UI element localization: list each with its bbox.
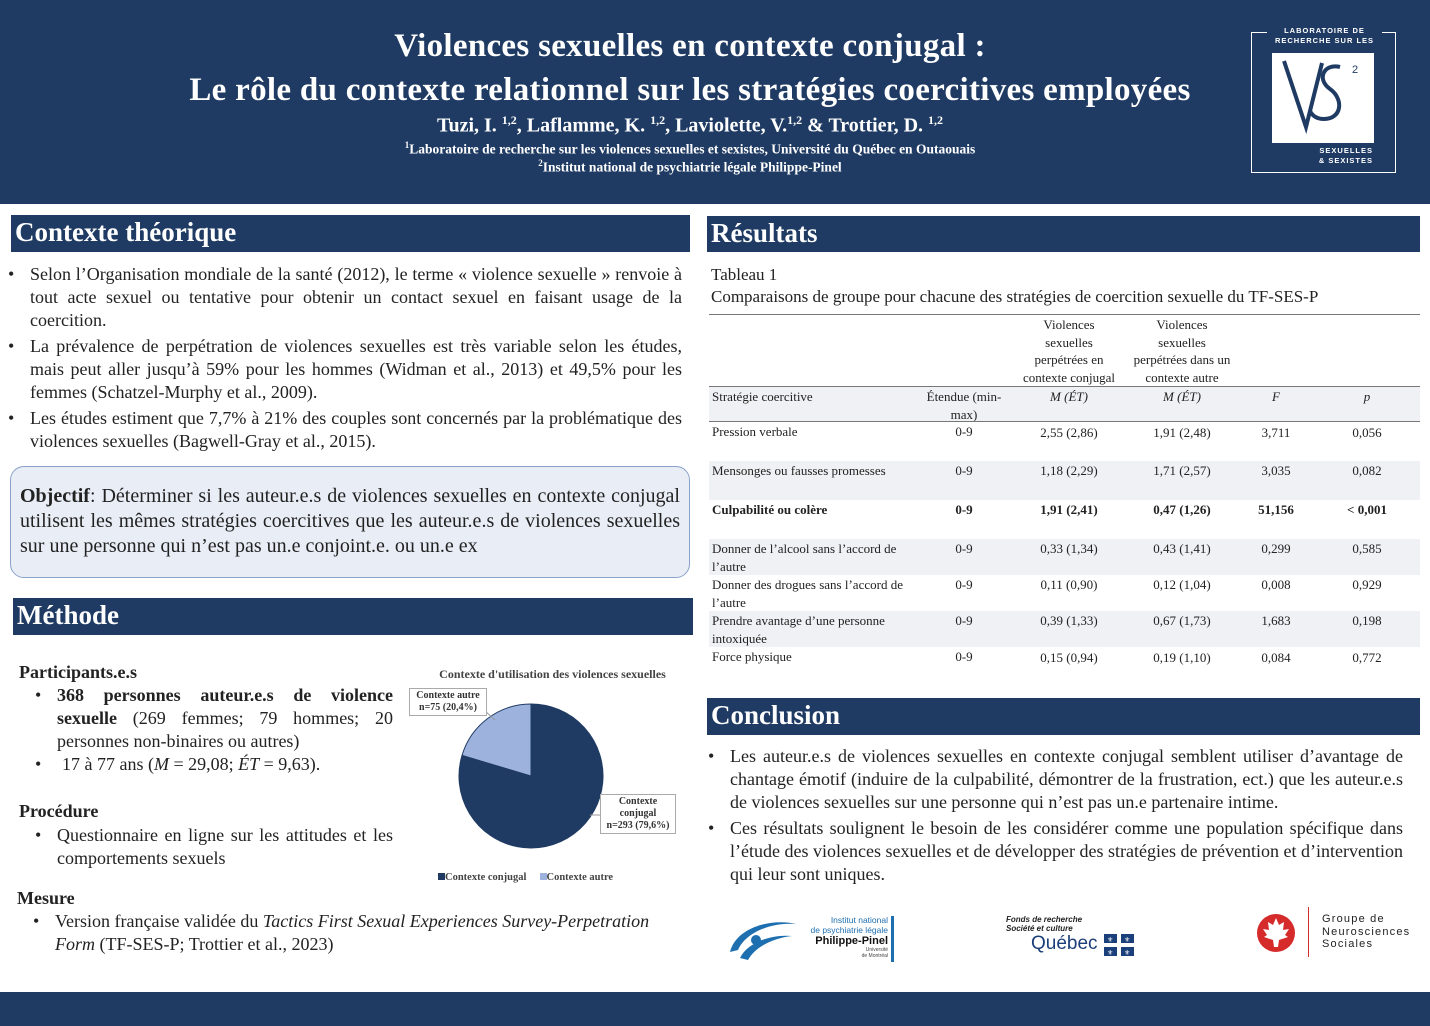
contexte-bullet: • Selon l’Organisation mondiale de la santé (2012), le terme « violence sexuelle » renvoie à tout acte sexuel ou tentative pour obtenir un contact sexuel en faisant usage de la coercition. <box>8 263 682 332</box>
participants-count: 368 personnes auteur.e.s de violence sexuelle <box>57 685 393 728</box>
conclusion-bullet: • Les auteur.e.s de violences sexuelles en contexte conjugal semblent utiliser d’avantage de chantage émotif (induire de la culpabilité, démontrer de la frustration, ect.) que les auteur.e.s de violences sexuelles sur une personne qui n’est pas un.e partenaire intime. <box>708 745 1403 814</box>
objective-label: Objectif <box>20 485 90 507</box>
procedure-list <box>35 824 393 870</box>
col-header-mean2: M (ÉT) <box>1163 389 1201 404</box>
participants-heading: Participants.e.s <box>19 662 137 682</box>
logo-mark <box>1272 53 1374 143</box>
author-affil: 1,2 <box>787 113 803 127</box>
poster-header <box>0 0 1430 204</box>
cell-mean2: 1,71 (2,57) <box>1153 463 1211 478</box>
section-heading-methode: Méthode <box>13 598 693 635</box>
affiliation-text: Institut national de psychiatrie légale Philippe-Pinel <box>542 159 842 175</box>
pinel-name: Philippe-Pinel <box>815 935 888 947</box>
group2-header <box>1126 316 1238 386</box>
results-table <box>709 314 1420 674</box>
cell-mean1: 1,91 (2,41) <box>1040 502 1098 517</box>
affiliation-2 <box>0 158 1380 176</box>
affiliation-num: 1 <box>404 140 410 150</box>
logo-bottom-line: SEXUELLES <box>1319 146 1373 155</box>
table-row <box>709 647 1420 673</box>
frq-text <box>1006 915 1136 933</box>
cell-mean2: 0,47 (1,26) <box>1153 502 1211 517</box>
author-sep: , <box>665 114 676 137</box>
cell-strategy: Culpabilité ou colère <box>712 502 828 517</box>
cell-strategy: Mensonges ou fausses promesses <box>712 463 886 478</box>
cell-p: 0,585 <box>1352 541 1382 556</box>
procedure-bullet: • Questionnaire en ligne sur les attitudes et les comportements sexuels <box>35 824 393 870</box>
table-row <box>709 539 1420 575</box>
chart-legend <box>438 872 613 883</box>
gns-logo <box>1256 907 1416 959</box>
frq-line: Fonds de recherche <box>1006 915 1083 924</box>
legend-swatch <box>438 873 445 880</box>
logo-exponent: 2 <box>1352 64 1359 76</box>
poster-footer <box>0 992 1430 1026</box>
col-header-p: p <box>1363 389 1371 404</box>
table-row <box>709 422 1420 461</box>
age-sd-label: ÉT <box>238 754 260 774</box>
table-row <box>709 611 1420 647</box>
table-row <box>709 575 1420 611</box>
table-rule <box>709 314 1420 315</box>
cell-f: 51,156 <box>1258 502 1294 517</box>
header-line: sexuelles <box>1045 334 1093 350</box>
mesure-list <box>33 910 689 956</box>
author-name: Laviolette, V. <box>675 114 788 137</box>
callout-line: n=75 (20,4%) <box>419 702 477 713</box>
cell-mean1: 0,33 (1,34) <box>1040 541 1098 556</box>
gns-divider <box>1308 907 1309 957</box>
header-line: Violences <box>1043 317 1095 332</box>
affiliation-text: Laboratoire de recherche sur les violences sexuelles et sexistes, Université du Québec en Outaouais <box>409 141 976 157</box>
logo-top-line: LABORATOIRE DE <box>1284 26 1365 35</box>
legend-label: Contexte autre <box>546 872 614 883</box>
cell-range: 0-9 <box>955 613 973 628</box>
table-row <box>709 461 1420 500</box>
cell-p: 0,772 <box>1352 650 1382 665</box>
cell-p: 0,198 <box>1352 613 1382 628</box>
cell-f: 1,683 <box>1261 613 1291 628</box>
pinel-line: Institut national <box>830 915 888 925</box>
svg-text:⚜: ⚜ <box>1107 949 1114 956</box>
cell-mean1: 2,55 (2,86) <box>1040 425 1098 440</box>
mesure-bullet <box>33 910 689 956</box>
svg-text:⚜: ⚜ <box>1107 936 1114 944</box>
chart-title: Contexte d'utilisation des violences sexuelles <box>439 667 666 681</box>
callout-line: n=293 (79,6%) <box>606 820 670 831</box>
author-sep: , <box>516 114 527 137</box>
author-affil: 1,2 <box>501 113 517 127</box>
cell-range: 0-9 <box>955 577 973 592</box>
cell-range: 0-9 <box>955 424 973 439</box>
pinel-bar <box>891 916 894 962</box>
gns-line: Groupe de <box>1322 913 1385 925</box>
header-line: sexuelles <box>1158 334 1206 350</box>
cell-f: 0,084 <box>1261 650 1291 665</box>
mesure-heading: Mesure <box>17 888 75 908</box>
conclusion-bullet-list <box>708 745 1403 889</box>
mesure-instrument: Tactics First Sexual Experiences Survey-Perpetration Form <box>55 911 650 954</box>
header-line: contexte conjugal <box>1022 369 1116 385</box>
cell-p: < 0,001 <box>1347 502 1387 517</box>
section-heading-contexte: Contexte théorique <box>11 215 690 252</box>
cell-mean1: 0,39 (1,33) <box>1040 613 1098 628</box>
participants-bullet <box>35 684 393 753</box>
mesure-suffix: (TF-SES-P; Trottier et al., 2023) <box>95 934 334 954</box>
callout-line: conjugal <box>619 808 657 819</box>
cell-p: 0,929 <box>1352 577 1382 592</box>
contexte-bullet-list <box>8 263 682 456</box>
age-sd-value: = 9,63). <box>259 754 321 774</box>
table-rule <box>709 386 1420 387</box>
contexte-bullet: • Les études estiment que 7,7% à 21% des couples sont concernés par la problématique des violences sexuelles (Bagwell-Gray et al., 2015). <box>8 407 682 453</box>
affiliation-num: 2 <box>538 158 543 168</box>
callout-autre <box>409 688 487 716</box>
callout-line: Contexte <box>618 796 658 807</box>
logo-top-line: RECHERCHE SUR LES <box>1274 36 1375 45</box>
cell-strategy: Pression verbale <box>712 424 798 439</box>
cell-strategy: Donner de l’alcool sans l’accord de l’autre <box>712 541 897 574</box>
col-header-strategy: Stratégie coercitive <box>712 389 813 404</box>
table-row-significant <box>709 500 1420 539</box>
cell-f: 3,035 <box>1261 463 1291 478</box>
frq-logo <box>1006 915 1136 960</box>
header-line: perpétrées en <box>1034 352 1104 367</box>
author-affil: 1,2 <box>650 113 666 127</box>
section-heading-resultats: Résultats <box>707 216 1420 252</box>
affiliation-1 <box>0 140 1380 158</box>
cell-mean2: 0,19 (1,10) <box>1153 650 1211 665</box>
cell-range: 0-9 <box>955 541 973 556</box>
cell-mean2: 0,67 (1,73) <box>1153 613 1211 628</box>
cell-range: 0-9 <box>955 502 973 517</box>
cell-p: 0,082 <box>1352 463 1382 478</box>
pinel-line: de psychiatrie légale <box>810 924 888 935</box>
pinel-swoosh-icon <box>726 914 798 964</box>
cell-f: 0,008 <box>1261 577 1291 592</box>
svg-text:⚜: ⚜ <box>1124 949 1131 956</box>
cell-p: 0,056 <box>1352 425 1382 440</box>
cell-mean1: 0,11 (0,90) <box>1040 577 1098 592</box>
author-name: Laflamme, K. <box>526 114 646 137</box>
pinel-text <box>796 916 888 959</box>
cell-mean1: 1,18 (2,29) <box>1040 463 1098 478</box>
table-title: Comparaisons de groupe pour chacune des stratégies de coercition sexuelle du TF-SES-P <box>711 287 1319 306</box>
logo-bottom-line: VIOLENCES <box>1320 136 1373 145</box>
conclusion-bullet: • Ces résultats soulignent le besoin de les considérer comme une population spécifique dans l’étude des violences sexuelles et de développer des stratégies de prévention et d’intervention qui leur sont uniques. <box>708 817 1403 886</box>
logo-bottom-text <box>1319 136 1373 166</box>
gns-text <box>1322 913 1410 951</box>
header-line: Violences <box>1156 317 1208 332</box>
cell-range: 0-9 <box>955 463 973 478</box>
pinel-line: Université <box>865 947 888 953</box>
logo-top-text <box>1267 26 1382 46</box>
participants-breakdown: (269 femmes; 79 hommes; 20 personnes non-binaires ou autres) <box>57 708 393 751</box>
callout-line: Contexte autre <box>416 690 480 701</box>
pinel-line: de Montréal <box>861 953 888 959</box>
gns-line: Sociales <box>1322 938 1374 950</box>
maple-leaf-icon <box>1256 909 1296 957</box>
participants-list <box>35 684 393 776</box>
cell-strategy: Donner des drogues sans l’accord de l’autre <box>712 577 903 610</box>
author-affil: 1,2 <box>928 113 944 127</box>
col-header-range: Étendue (min-max) <box>926 389 1002 422</box>
cell-strategy: Prendre avantage d’une personne intoxiquée <box>712 613 885 646</box>
legend-swatch <box>540 873 547 880</box>
gns-line: Neurosciences <box>1322 925 1411 938</box>
cell-f: 0,299 <box>1261 541 1291 556</box>
cell-mean2: 0,12 (1,04) <box>1153 577 1211 592</box>
author-name: Tuzi, I. <box>436 114 497 137</box>
table-caption <box>711 264 1318 308</box>
pinel-logo <box>726 912 896 964</box>
authors-line <box>0 113 1380 138</box>
col-header-f: F <box>1272 389 1280 404</box>
cell-range: 0-9 <box>955 649 973 664</box>
age-mean-label: M <box>153 754 169 774</box>
cell-strategy: Force physique <box>712 649 792 664</box>
group1-header <box>1012 316 1126 386</box>
cell-f: 3,711 <box>1261 425 1291 440</box>
age-mean-value: = 29,08; <box>168 754 239 774</box>
legend-label: Contexte conjugal <box>445 872 527 883</box>
frq-line: Société et culture <box>1006 924 1073 933</box>
lab-logo <box>1251 26 1396 173</box>
callout-conjugal <box>600 794 676 834</box>
objective-text: : Déterminer si les auteur.e.s de violences sexuelles en contexte conjugal utilisent les mêmes stratégies coercitives que les auteur.e.s de violences sexuelles sur une personne qui n’est pas un.e conjoint.e. ou un.e ex <box>20 485 680 557</box>
poster-title-line1: Violences sexuelles en contexte conjugal : <box>394 28 986 64</box>
table-number: Tableau 1 <box>711 265 778 284</box>
col-header-mean1: M (ÉT) <box>1050 389 1088 404</box>
poster-title-line2: Le rôle du contexte relationnel sur les stratégies coercitives employées <box>189 72 1191 108</box>
table-header-row <box>709 386 1420 422</box>
logo-bottom-line: & SEXISTES <box>1318 156 1373 165</box>
vs-monogram-icon <box>1272 53 1374 143</box>
author-sep: & <box>802 114 829 137</box>
header-line: perpétrées dans un <box>1133 352 1231 367</box>
svg-text:⚜: ⚜ <box>1124 936 1131 944</box>
cell-mean2: 0,43 (1,41) <box>1153 541 1211 556</box>
quebec-wordmark: Québec <box>1031 933 1098 954</box>
cell-mean2: 1,91 (2,48) <box>1153 425 1211 440</box>
objective-box <box>10 466 690 578</box>
mesure-prefix: Version française validée du <box>55 911 263 931</box>
author-name: Trottier, D. <box>828 114 924 137</box>
header-line: contexte autre <box>1145 369 1219 385</box>
age-bullet <box>35 753 393 776</box>
quebec-flag-icon <box>1104 934 1134 956</box>
section-heading-conclusion: Conclusion <box>707 698 1420 735</box>
contexte-bullet: • La prévalence de perpétration de violences sexuelles est très variable selon les études, mais peut aller jusqu’à 59% pour les hommes (Widman et al., 2013) et 49,5% pour les femmes (Schatzel-Murphy et al., 2009). <box>8 335 682 404</box>
cell-mean1: 0,15 (0,94) <box>1040 650 1098 665</box>
procedure-heading: Procédure <box>19 801 99 821</box>
age-prefix: 17 à 77 ans ( <box>62 754 154 774</box>
pie-chart <box>400 690 700 890</box>
